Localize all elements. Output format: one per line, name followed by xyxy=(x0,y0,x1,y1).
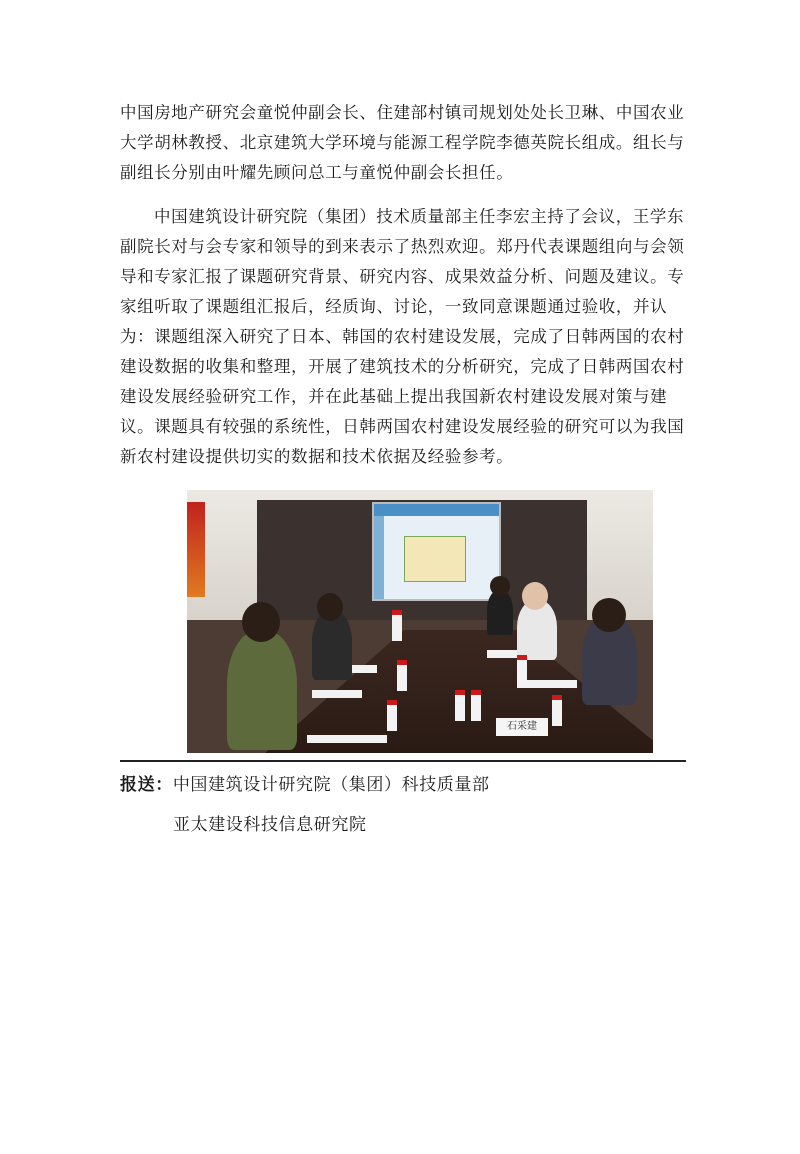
paragraph-meeting-summary: 中国建筑设计研究院（集团）技术质量部主任李宏主持了会议，王学东副院长对与会专家和领导的到来表示了热烈欢迎。郑丹代表课题组向与会领导和专家汇报了课题研究背景、研究内容、成果效益分析、问题及建议。专家组听取了课题组汇报后，经质询、讨论，一致同意课题通过验收，并认为：课题组深入研究了日本、韩国的农村建设发展，完成了日韩两国的农村建设数据的收集和整理，开展了建筑技术的分析研究，完成了日韩两国农村建设发展经验研究工作，并在此基础上提出我国新农村建设发展对策与建议。课题具有较强的系统性，日韩两国农村建设发展经验的研究可以为我国新农村建设提供切实的数据和技术依据及经验参考。 xyxy=(120,207,685,466)
paragraph-committee-members: 中国房地产研究会童悦仲副会长、住建部村镇司规划处处长卫琳、中国农业大学胡林教授、北京建筑大学环境与能源工程学院李德英院长组成。组长与副组长分别由叶耀先顾问总工与童悦仲副会长担任。 xyxy=(120,103,685,182)
water-bottle xyxy=(517,655,527,686)
table-paper xyxy=(307,735,387,743)
water-bottle xyxy=(397,660,407,691)
name-card: 石采建 xyxy=(496,718,548,736)
footer-recipient: 亚太建设科技信息研究院 xyxy=(173,815,367,835)
water-bottle xyxy=(552,695,562,726)
table-paper xyxy=(312,690,362,698)
footer-send-to xyxy=(120,770,490,800)
water-bottle xyxy=(392,610,402,641)
photo-red-banner xyxy=(187,502,205,597)
attendee-head xyxy=(317,593,343,621)
attendee xyxy=(487,590,513,635)
meeting-photo xyxy=(187,490,653,753)
attendee-head xyxy=(592,598,626,632)
footer-recipient: 中国建筑设计研究院（集团）科技质量部 xyxy=(172,775,490,795)
attendee xyxy=(227,630,297,750)
water-bottle xyxy=(387,700,397,731)
attendee-head xyxy=(490,576,510,596)
footer-label: 报送： xyxy=(120,775,173,795)
attendee-head xyxy=(522,582,548,610)
projection-screen xyxy=(372,502,501,601)
footer-divider xyxy=(120,760,686,762)
attendee-head xyxy=(242,602,280,642)
water-bottle xyxy=(471,690,481,721)
water-bottle xyxy=(455,690,465,721)
